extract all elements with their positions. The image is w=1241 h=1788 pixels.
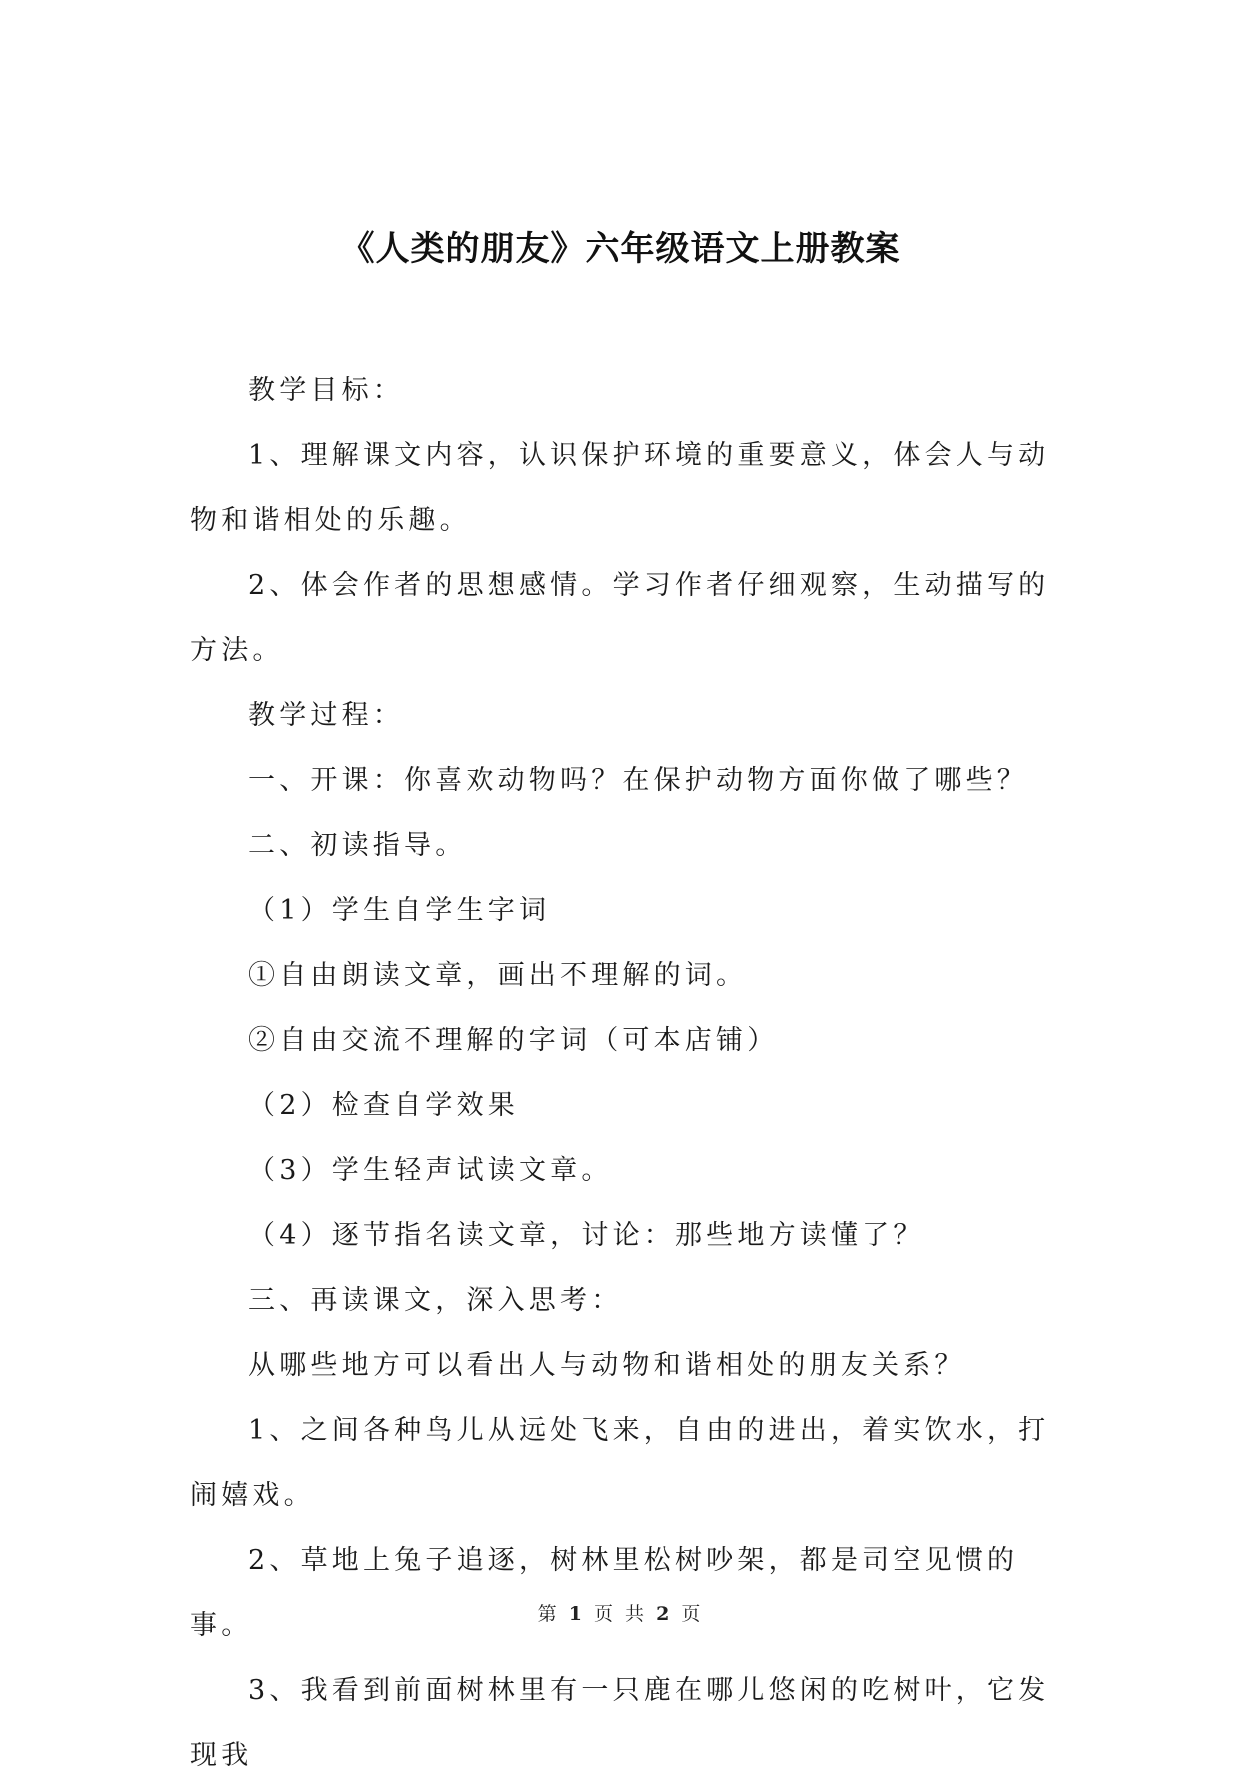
paragraph: ①自由朗读文章，画出不理解的词。 [248, 960, 748, 991]
paragraph: 二、初读指导。 [248, 830, 467, 861]
paragraph: 从哪些地方可以看出人与动物和谐相处的朋友关系？ [248, 1350, 966, 1381]
paragraph: （4）逐节指名读文章，讨论：那些地方读懂了？ [248, 1220, 925, 1251]
paragraph: （3）学生轻声试读文章。 [248, 1155, 613, 1186]
paragraph: （1）学生自学生字词 [248, 895, 551, 926]
paragraph: 教学目标： [248, 375, 404, 406]
paragraph: （2）检查自学效果 [248, 1090, 519, 1121]
footer-current-page: 1 [568, 1603, 585, 1625]
paragraph: 1、之间各种鸟儿从远处飞来，自由的进出，着实饮水，打闹嬉戏。 [190, 1415, 1050, 1511]
footer-middle: 页 共 [593, 1603, 648, 1625]
paragraph: 三、再读课文，深入思考： [248, 1285, 623, 1316]
paragraph: 3、我看到前面树林里有一只鹿在哪儿悠闲的吃树叶，它发现我 [190, 1675, 1050, 1771]
paragraph: 1、理解课文内容，认识保护环境的重要意义，体会人与动物和谐相处的乐趣。 [190, 440, 1050, 536]
page-footer [0, 1600, 1241, 1628]
document-title: 《人类的朋友》六年级语文上册教案 [340, 229, 901, 269]
paragraph: 2、体会作者的思想感情。学习作者仔细观察，生动描写的方法。 [190, 570, 1050, 666]
footer-suffix: 页 [681, 1603, 704, 1625]
footer-total-pages: 2 [656, 1603, 673, 1625]
paragraph: 2、草地上兔子追逐，树林里松树吵架，都是司空见惯的事。 [190, 1545, 1019, 1641]
paragraph: 教学过程： [248, 700, 404, 731]
footer-prefix: 第 [537, 1603, 560, 1625]
document-body [190, 358, 1050, 1788]
paragraph: ②自由交流不理解的字词（可本店铺） [248, 1025, 779, 1056]
paragraph: 一、开课：你喜欢动物吗？在保护动物方面你做了哪些？ [248, 765, 1028, 796]
